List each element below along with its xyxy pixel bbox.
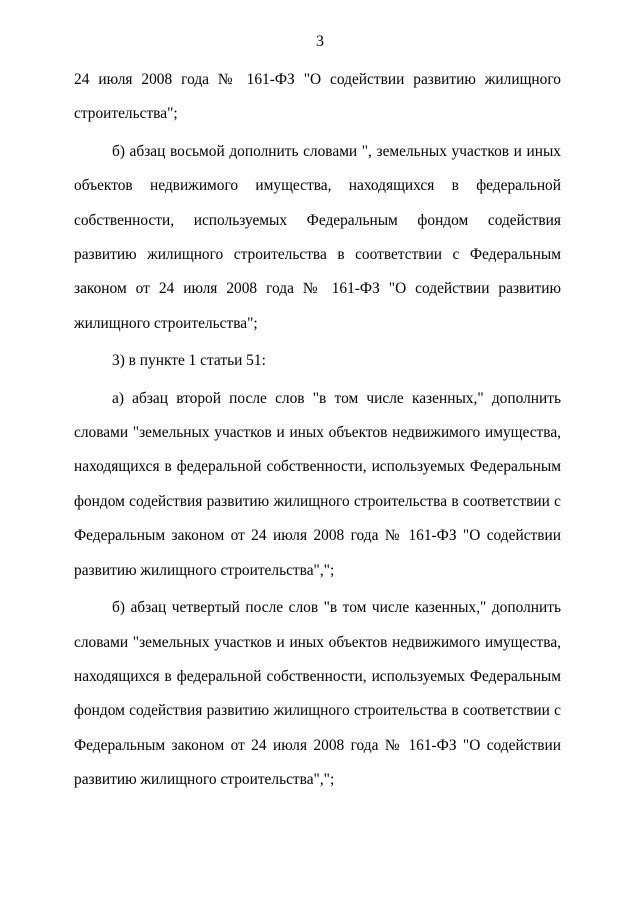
paragraph-continuation: 24 июля 2008 года № 161-ФЗ "О содействии развитию жилищного строительства"; xyxy=(74,71,561,123)
paragraph-item-3-article-51: 3) в пункте 1 статьи 51: xyxy=(112,352,266,370)
paragraph-item-b-fourth: б) абзац четвертый после слов "в том числе казенных," дополнить словами "земельных участков и иных объектов недвижимого имущества, находящихся в федеральной собственности, используемых Федеральным фондом содействия развитию жилищного строительства в соответствии с Федеральным законом от 24 июля 2008 года № 161-ФЗ "О содействии развитию жилищного строительства","; xyxy=(74,599,561,789)
paragraph-item-b-eighth: б) абзац восьмой дополнить словами ", земельных участков и иных объектов недвижимого имущества, находящихся в федеральной собственности, используемых Федеральным фондом содействия развитию жилищного строительства в соответствии с Федеральным законом от 24 июля 2008 года № 161-ФЗ "О содействии развитию жилищного строительства"; xyxy=(74,142,561,332)
document-body xyxy=(74,63,561,800)
page-number: 3 xyxy=(316,33,324,50)
paragraph-item-a-second: а) абзац второй после слов "в том числе казенных," дополнить словами "земельных участков и иных объектов недвижимого имущества, находящихся в федеральной собственности, используемых Федеральным фондом содействия развитию жилищного строительства в соответствии с Федеральным законом от 24 июля 2008 года № 161-ФЗ "О содействии развитию жилищного строительства","; xyxy=(74,389,561,579)
